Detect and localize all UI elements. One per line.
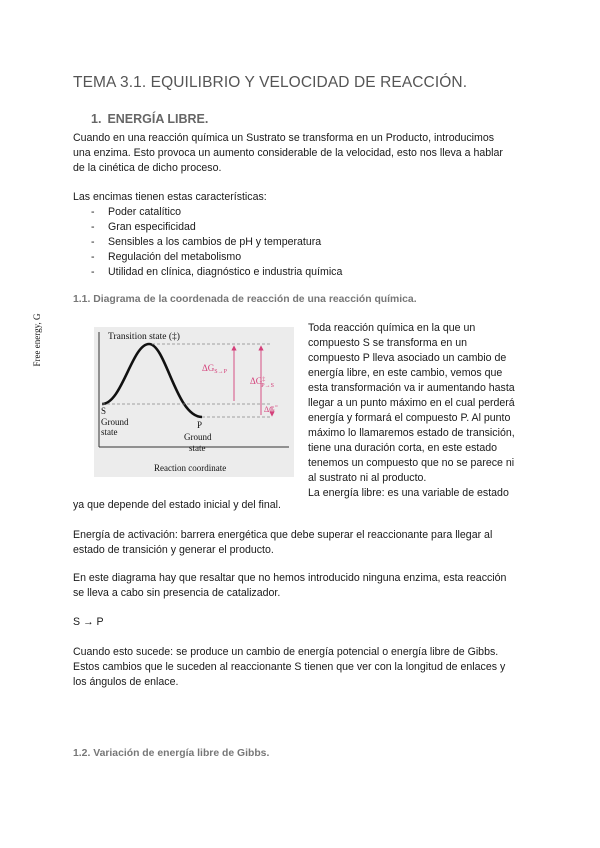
paragraph-line: energía y formará el compuesto P. Al punto [308, 412, 511, 424]
paragraph-line: En este diagrama hay que resaltar que no hemos introducido ninguna enzima, esta reacción [73, 572, 507, 584]
paragraph-line: máximo lo llamaremos estado de transición, [308, 427, 515, 439]
paragraph-line: Cuando en una reacción química un Sustrato se transforma en un Producto, introducimos [73, 132, 495, 144]
ground-state-left-line2: state [101, 427, 118, 437]
section-number: 1. [91, 112, 102, 126]
y-axis-label: Free energy, G [32, 313, 42, 367]
x-axis-label: Reaction coordinate [154, 463, 227, 473]
intro-paragraph [73, 131, 503, 176]
paragraph-line: La energía libre: es una variable de estado [308, 487, 509, 499]
paragraph-line: de la cinética de dicho proceso. [73, 162, 222, 174]
reaction-equation: S → P [73, 616, 104, 628]
section-heading-energia-libre [91, 112, 208, 126]
paragraph-line: Toda reacción química en la que un [308, 322, 476, 334]
reaction-coordinate-diagram [94, 327, 294, 477]
page-title: TEMA 3.1. EQUILIBRIO Y VELOCIDAD DE REACCIÓN. [73, 74, 468, 91]
paragraph-line: Estos cambios que le suceden al reaccionante S tienen que ver con la longitud de enlaces y [73, 661, 506, 673]
section-heading-text: ENERGÍA LIBRE. [107, 112, 209, 126]
paragraph-line: tenemos un compuesto que no se parece ni [308, 457, 515, 469]
diagram-paragraph [73, 571, 506, 601]
ground-state-right-line2: state [189, 443, 206, 453]
paragraph-line: una enzima. Esto provoca un aumento considerable de la velocidad, esto nos lleva a hablar [73, 147, 503, 159]
list-item: - Regulación del metabolismo [91, 250, 342, 265]
list-item: - Gran especificidad [91, 220, 342, 235]
reaction-coordinate-figure [94, 327, 294, 477]
paragraph-line: compuesto P lleva asociado un cambio de [308, 352, 507, 364]
features-intro: Las encimas tienen estas características: [73, 191, 267, 203]
transition-state-label: Transition state (‡) [108, 332, 180, 342]
continuation-line: ya que depende del estado inicial y del final. [73, 499, 281, 511]
ground-state-right-line1: Ground [184, 432, 212, 442]
subsection-heading-1-2: 1.2. Variación de energía libre de Gibbs. [73, 748, 270, 759]
s-label: S [101, 406, 107, 416]
paragraph-line: esta transformación va ir aumentando hasta [308, 382, 515, 394]
paragraph-line: al sustrato ni al producto. [308, 472, 427, 484]
delta-g-s-to-p-label: $\Delta G_{S\to P}$ [202, 363, 227, 375]
paragraph-line: se lleva a cabo sin presencia de catalizador. [73, 587, 281, 599]
energy-curve [102, 344, 202, 417]
delta-g-p-to-s-label: ΔG‡ P→S [250, 376, 274, 389]
paragraph-line: tiene una duración corta, en este estado [308, 442, 498, 454]
subsection-heading-1-1: 1.1. Diagrama de la coordenada de reacción de una reacción química. [73, 294, 417, 305]
p-label: P [197, 420, 203, 430]
paragraph-line: llegar a un punto máximo en el cual perderá [308, 397, 515, 409]
list-item: - Sensibles a los cambios de pH y temperatura [91, 235, 342, 250]
delta-g-std-label: ΔG°' [264, 405, 279, 414]
paragraph-line: Energía de activación: barrera energética que debe superar el reaccionante para llegar al [73, 529, 493, 541]
gibbs-paragraph [73, 645, 505, 690]
paragraph-line: los ángulos de enlace. [73, 676, 179, 688]
paragraph-line: energía libre, en este cambio, vemos que [308, 367, 503, 379]
paragraph-line: Cuando esto sucede: se produce un cambio de energía potencial o energía libre de Gibbs. [73, 646, 499, 658]
paragraph-line: compuesto S se transforma en un [308, 337, 467, 349]
list-item: - Poder catalítico [91, 205, 342, 220]
paragraph-line: estado de transición y generar el producto. [73, 544, 274, 556]
figure-side-text [308, 321, 538, 501]
list-item: - Utilidad en clínica, diagnóstico e industria química [91, 265, 342, 280]
activation-paragraph [73, 528, 492, 558]
ground-state-left-line1: Ground [101, 417, 129, 427]
features-list [91, 205, 342, 280]
